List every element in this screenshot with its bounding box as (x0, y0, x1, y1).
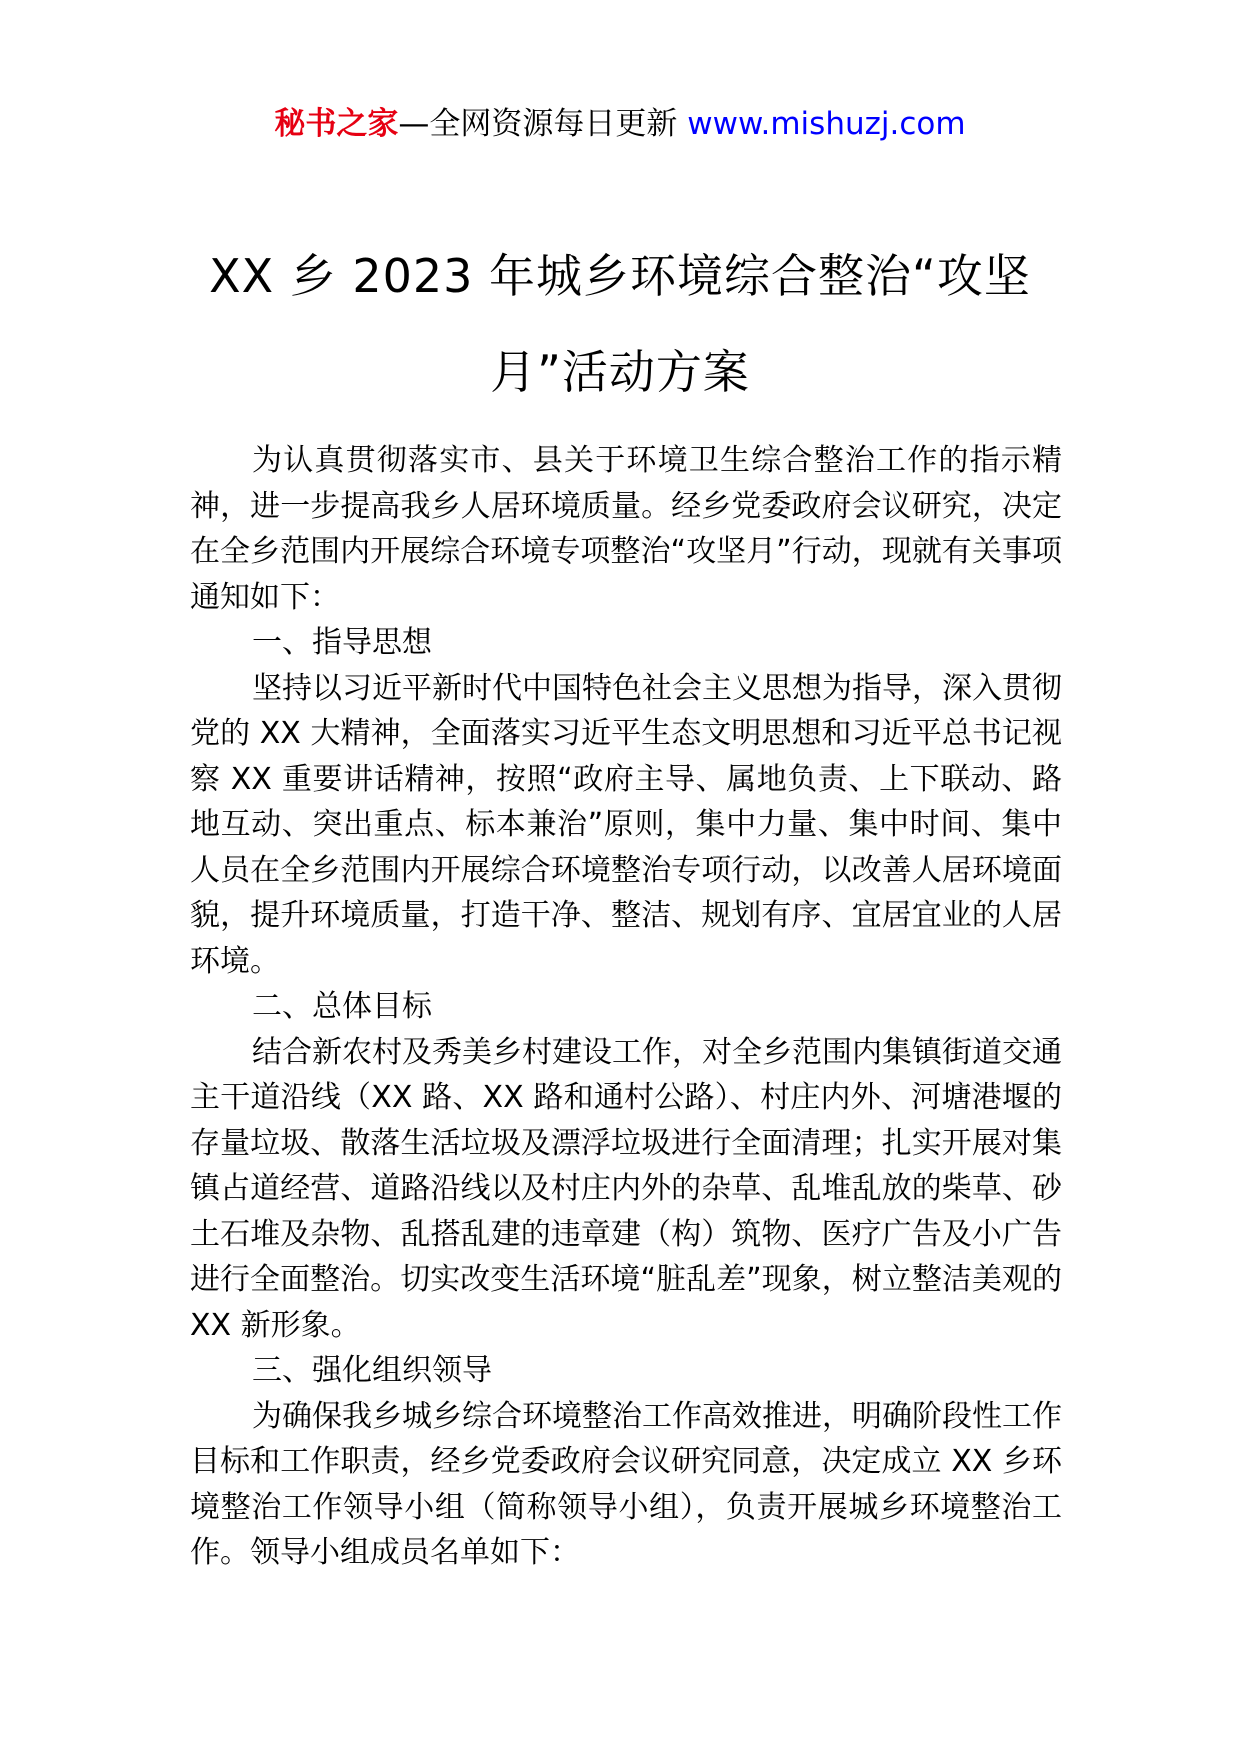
site-tagline: —全网资源每日更新 (398, 106, 678, 142)
title-line-1: XX 乡 2023 年城乡环境综合整治“攻坚 (209, 249, 1031, 303)
site-header (0, 102, 1240, 146)
guiding-thought-paragraph: 坚持以习近平新时代中国特色社会主义思想为指导，深入贯彻党的 XX 大精神，全面落实习近平生态文明思想和习近平总书记视察 XX 重要讲话精神，按照“政府主导、属地负责、上下联动、路地互动、突出重点、标本兼治”原则，集中力量、集中时间、集中人员在全乡范围内开展综合环境整治专项行动，以改善人居环境面貌，提升环境质量，打造干净、整洁、规划有序、宜居宜业的人居环境。 (190, 670, 1062, 979)
intro-paragraph: 为认真贯彻落实市、县关于环境卫生综合整治工作的指示精神，进一步提高我乡人居环境质量。经乡党委政府会议研究，决定在全乡范围内开展综合环境专项整治“攻坚月”行动，现就有关事项通知如下： (190, 443, 1062, 615)
section-heading-overall-goal: 二、总体目标 (252, 989, 432, 1024)
document-body (190, 438, 1062, 1576)
section-heading-leadership: 三、强化组织领导 (252, 1353, 492, 1388)
document-title (140, 228, 1100, 420)
overall-goal-paragraph: 结合新农村及秀美乡村建设工作，对全乡范围内集镇街道交通主干道沿线（XX 路、XX 路和通村公路）、村庄内外、河塘港堰的存量垃圾、散落生活垃圾及漂浮垃圾进行全面清理；扎实开展对集镇占道经营、道路沿线以及村庄内外的杂草、乱堆乱放的柴草、砂土石堆及杂物、乱搭乱建的违章建（构）筑物、医疗广告及小广告进行全面整治。切实改变生活环境“脏乱差”现象，树立整洁美观的 XX 新形象。 (190, 1034, 1062, 1343)
title-line-2: 月”活动方案 (490, 345, 750, 399)
leadership-paragraph: 为确保我乡城乡综合环境整治工作高效推进，明确阶段性工作目标和工作职责，经乡党委政府会议研究同意，决定成立 XX 乡环境整治工作领导小组（简称领导小组），负责开展城乡环境整治工作。领导小组成员名单如下： (190, 1398, 1062, 1570)
section-heading-guiding-thought: 一、指导思想 (252, 625, 432, 660)
site-url-link[interactable]: www.mishuzj.com (687, 106, 966, 142)
site-brand: 秘书之家 (274, 106, 399, 142)
